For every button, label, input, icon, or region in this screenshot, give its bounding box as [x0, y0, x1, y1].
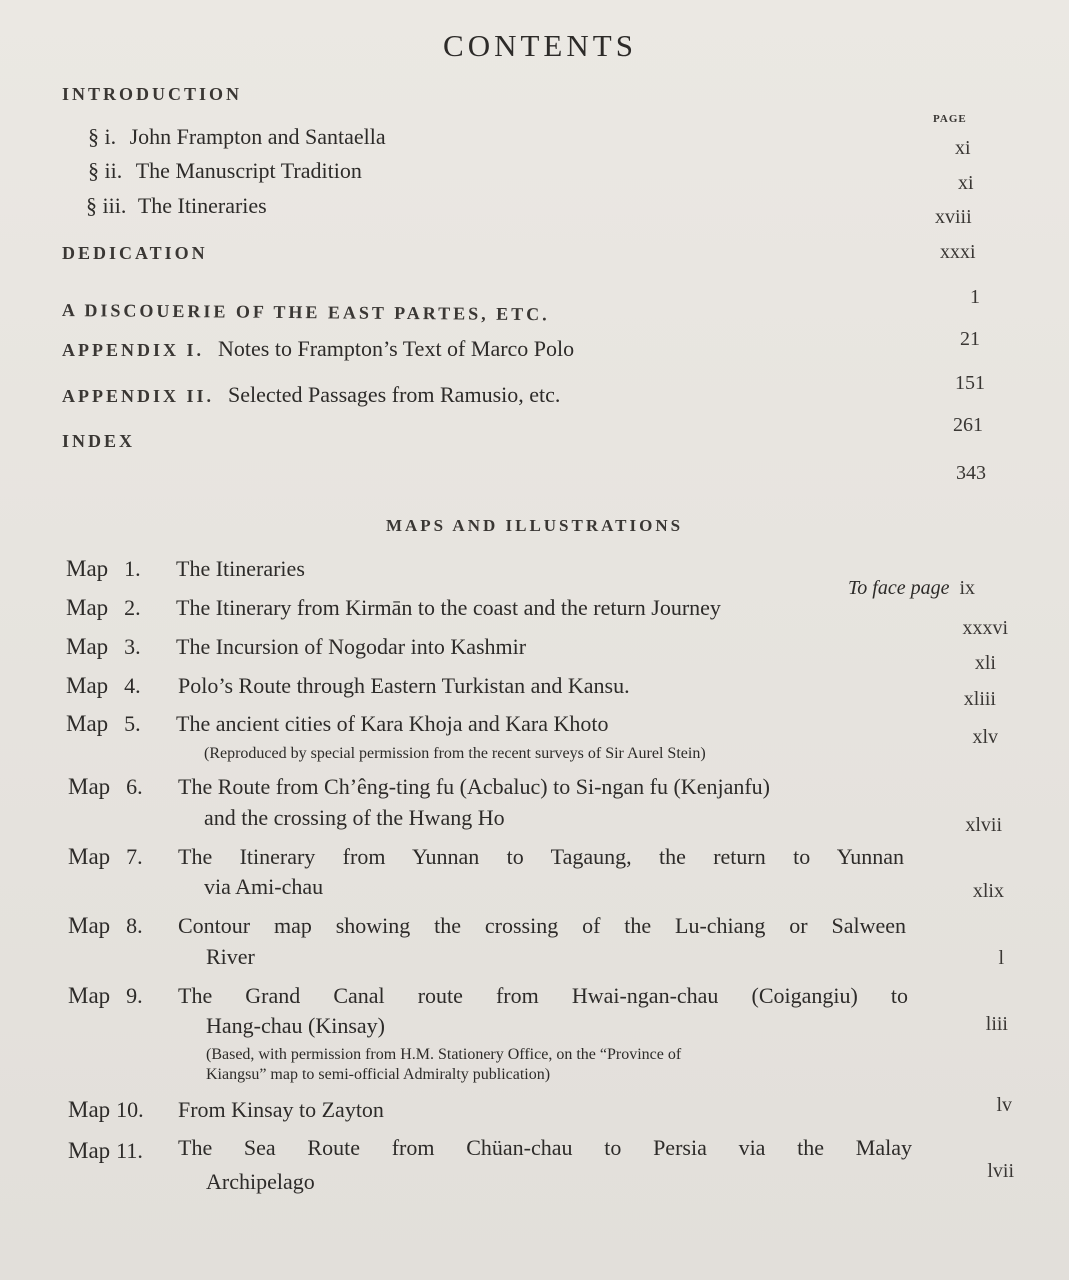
map-number: 7.: [126, 844, 143, 869]
map-7-page: xlix: [972, 880, 1004, 902]
map-label: Map: [68, 844, 111, 869]
map-11-line-1: The Sea Route from Chüan-chau to Persia via the Malay: [178, 1135, 912, 1160]
map-4-page: xliii: [963, 688, 996, 710]
map-2-row: [66, 595, 141, 621]
appendix-2-page: 151: [955, 372, 985, 394]
map-number: 1.: [124, 556, 141, 581]
map-10-title: From Kinsay to Zayton: [178, 1097, 384, 1122]
appendix-1-title: Notes to Frampton’s Text of Marco Polo: [218, 336, 575, 361]
face-page-label: To face page: [848, 577, 950, 599]
map-number: 2.: [124, 595, 141, 620]
map-5-row: [66, 711, 141, 737]
map-8-row: [68, 913, 143, 939]
map-11-line-2: Archipelago: [206, 1169, 315, 1194]
appendix-2-label: APPENDIX II.: [62, 386, 215, 406]
index-page: 261: [953, 414, 983, 436]
map-label: Map: [66, 711, 109, 736]
map-9-note-2: Kiangsu” map to semi-official Admiralty publication): [206, 1066, 551, 1083]
map-label: Map: [68, 1097, 111, 1122]
map-1-page: ix: [959, 577, 976, 599]
map-8-line-1: Contour map showing the crossing of the Lu-chiang or Salween: [178, 913, 906, 938]
map-6-row: [68, 774, 143, 800]
map-10-page: lv: [996, 1094, 1012, 1116]
map-9-row: [68, 983, 143, 1009]
appendix-1-label: APPENDIX I.: [62, 340, 205, 360]
map-7-row: [68, 844, 143, 870]
appendix-2-title: Selected Passages from Ramusio, etc.: [228, 382, 561, 407]
section-title: The Itineraries: [137, 193, 267, 218]
map-1-page-line: [848, 577, 975, 600]
map-label: Map: [66, 556, 109, 581]
section-marker: § i.: [88, 124, 117, 149]
map-label: Map: [68, 913, 111, 938]
map-number: 11.: [116, 1138, 143, 1163]
map-2-title: The Itinerary from Kirmān to the coast and the return Journey: [176, 595, 721, 620]
map-8-page: l: [998, 947, 1004, 969]
section-marker: § iii.: [86, 193, 127, 218]
map-6-line-1: The Route from Ch’êng-ting fu (Acbaluc) to Si-ngan fu (Kenjanfu): [178, 774, 770, 799]
map-9-line-1: The Grand Canal route from Hwai-ngan-chau (Coigangiu) to: [178, 983, 908, 1008]
map-5-title: The ancient cities of Kara Khoja and Kara Khoto: [176, 711, 609, 736]
intro-section-3-page: xviii: [935, 206, 972, 228]
map-number: 10.: [116, 1097, 144, 1122]
map-label: Map: [66, 673, 109, 698]
map-9-line-2: Hang-chau (Kinsay): [206, 1013, 385, 1038]
appendix-1-entry: [62, 336, 574, 362]
section-title: John Frampton and Santaella: [129, 124, 386, 149]
map-6-line-2: and the crossing of the Hwang Ho: [204, 805, 505, 830]
map-1-title: The Itineraries: [176, 556, 305, 581]
map-11-page: lvii: [987, 1160, 1014, 1182]
map-7-line-1: The Itinerary from Yunnan to Tagaung, the return to Yunnan: [178, 844, 904, 869]
map-8-line-2: River: [206, 944, 255, 969]
map-7-line-2: via Ami-chau: [204, 874, 324, 899]
page-title: CONTENTS: [443, 28, 637, 63]
map-label: Map: [66, 595, 109, 620]
dedication-page: xxxi: [940, 241, 976, 263]
maps-heading: MAPS AND ILLUSTRATIONS: [385, 516, 684, 535]
map-label: Map: [68, 774, 111, 799]
section-title: The Manuscript Tradition: [135, 158, 362, 183]
intro-section-1-page: xi: [955, 137, 971, 159]
map-number: 5.: [124, 711, 141, 736]
map-2-page: xxxvi: [962, 617, 1008, 639]
map-10-row: [68, 1097, 144, 1123]
map-number: 6.: [126, 774, 143, 799]
introduction-heading: INTRODUCTION: [62, 84, 243, 104]
intro-section-1: [88, 124, 386, 150]
map-number: 3.: [124, 634, 141, 659]
map-5-note: (Reproduced by special permission from the recent surveys of Sir Aurel Stein): [204, 745, 706, 762]
map-9-note-1: (Based, with permission from H.M. Stationery Office, on the “Province of: [206, 1046, 682, 1063]
map-9-page: liii: [985, 1013, 1008, 1035]
extra-page-number: 343: [956, 462, 986, 484]
map-number: 8.: [126, 913, 143, 938]
map-3-title: The Incursion of Nogodar into Kashmir: [176, 634, 527, 659]
discouerie-heading: A DISCOUERIE OF THE EAST PARTES, ETC.: [61, 300, 550, 325]
map-label: Map: [66, 634, 109, 659]
map-4-title: Polo’s Route through Eastern Turkistan and Kansu.: [178, 673, 630, 698]
map-11-row: [68, 1138, 143, 1164]
intro-section-3: [86, 193, 267, 219]
section-marker: § ii.: [88, 158, 123, 183]
map-number: 9.: [126, 983, 143, 1008]
map-6-page: xlvii: [965, 814, 1002, 836]
map-3-page: xli: [974, 652, 996, 674]
appendix-1-page: 21: [960, 328, 980, 350]
discouerie-page: 1: [970, 286, 980, 308]
dedication-heading: DEDICATION: [62, 243, 208, 263]
map-label: Map: [68, 1138, 111, 1163]
index-heading: INDEX: [62, 431, 136, 451]
map-5-page: xlv: [972, 726, 998, 748]
map-number: 4.: [124, 673, 141, 698]
map-3-row: [66, 634, 141, 660]
map-4-row: [66, 673, 141, 699]
map-1-row: [66, 556, 141, 582]
map-label: Map: [68, 983, 111, 1008]
page-column-label: PAGE: [933, 113, 967, 125]
intro-section-2-page: xi: [958, 172, 974, 194]
intro-section-2: [88, 158, 362, 184]
appendix-2-entry: [62, 382, 560, 408]
